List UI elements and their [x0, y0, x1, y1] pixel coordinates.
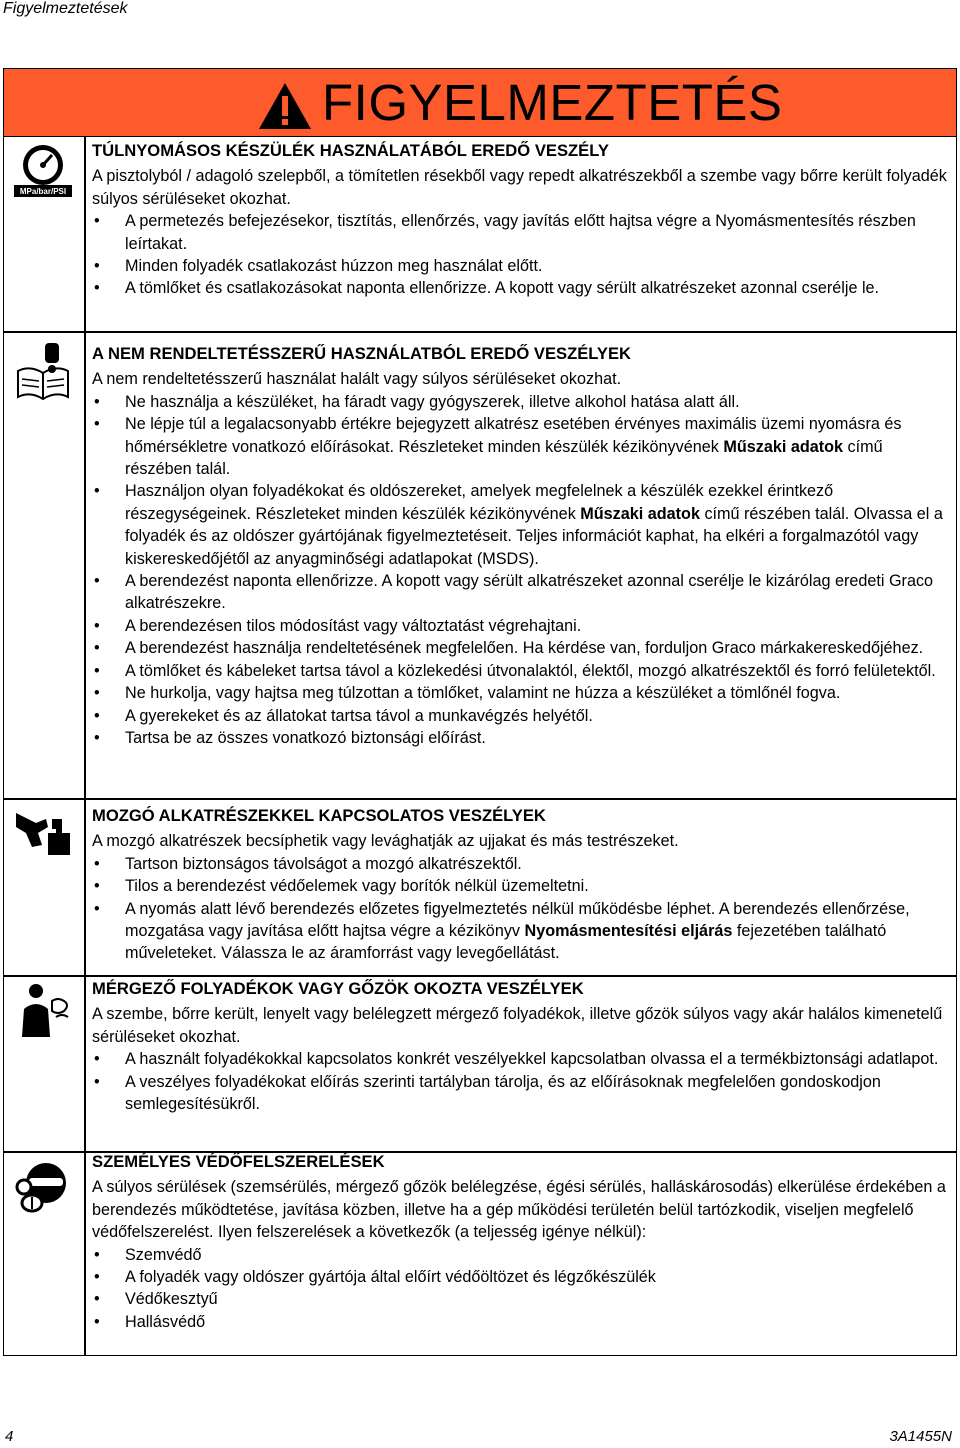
section-intro: A nem rendeltetésszerű használat halált vagy súlyos sérüléseket okozhat.: [92, 370, 622, 389]
bullet-list: [92, 210, 948, 300]
pressure-gauge-icon: [12, 141, 74, 203]
list-item: • A tömlőket és kábeleket tartsa távol a közlekedési útvonalaktól, élektől, mozgó alkatrészektől és forró felületektől.: [92, 660, 948, 682]
list-item: • Minden folyadék csatlakozást húzzon meg használat előtt.: [92, 255, 948, 277]
section-divider: [4, 975, 956, 977]
section-title: A NEM RENDELTETÉSSZERŰ HASZNÁLATBÓL EREDŐ VESZÉLYEK: [92, 344, 632, 363]
list-item: • A berendezést használja rendeltetésének megfelelően. Ha kérdése van, forduljon Graco márkakereskedőjéhez.: [92, 637, 948, 659]
section-title: TÚLNYOMÁSOS KÉSZÜLÉK HASZNÁLATÁBÓL EREDŐ VESZÉLY: [92, 141, 609, 160]
list-item: • Ne lépje túl a legalacsonyabb értékre bejegyzett alkatrész esetében érvényes maximális üzemi nyomásra és hőmérsékletre vonatkozó előírásokat. Részleteket minden készülék kézikönyvének Műszaki adatok című részében talál.: [92, 413, 948, 480]
icon-column-divider: [84, 137, 86, 1355]
section-title: SZEMÉLYES VÉDŐFELSZERELÉSEK: [92, 1152, 385, 1171]
list-item: • A nyomás alatt lévő berendezés előzetes figyelmeztetés nélkül működésbe léphet. A berendezés ellenőrzése, mozgatása vagy javítása előtt hajtsa végre a kézikönyv Nyomásmentesítési eljárás fejezetében található műveleteket. Válassza le az áramforrást vagy levegőellátást.: [92, 898, 948, 965]
toxic-fumes-icon: [12, 979, 74, 1041]
gauge-unit-label: MPa/bar/PSI: [19, 187, 67, 196]
banner-title: FIGYELMEZTETÉS: [322, 74, 783, 131]
section-intro: A szembe, bőrre került, lenyelt vagy belélegzett mérgező folyadékok, illetve gőzök súlyos vagy akár halálos kimenetelű sérüléseket okozhat.: [92, 1005, 943, 1046]
list-item: • Tartson biztonságos távolságot a mozgó alkatrészektől.: [92, 853, 948, 875]
bullet-list: [92, 1244, 948, 1334]
section-divider: [4, 798, 956, 800]
hazard-section-misuse: [92, 343, 948, 749]
page-section-title: Figyelmeztetések: [3, 0, 128, 17]
list-item: • A folyadék vagy oldószer gyártója által előírt védőöltözet és légzőkészülék: [92, 1266, 948, 1288]
section-intro: A mozgó alkatrészek becsíphetik vagy levághatják az ujjakat és más testrészeket.: [92, 832, 679, 851]
hazard-section-toxic: [92, 978, 948, 1115]
list-item: • Védőkesztyű: [92, 1288, 948, 1310]
list-item: • A gyerekeket és az állatokat tartsa távol a munkavégzés helyétől.: [92, 705, 948, 727]
section-intro: A pisztolyból / adagoló szelepből, a tömítetlen résekből vagy repedt alkatrészekből a szembe vagy bőrre került folyadék súlyos sérüléseket okozhat.: [92, 167, 947, 208]
section-title: MOZGÓ ALKATRÉSZEKKEL KAPCSOLATOS VESZÉLYEK: [92, 806, 546, 825]
bullet-list: [92, 853, 948, 965]
bullet-list: [92, 1048, 948, 1115]
list-item: • Ne használja a készüléket, ha fáradt vagy gyógyszerek, illetve alkohol hatása alatt áll.: [92, 391, 948, 413]
page-number: 4: [5, 1428, 14, 1445]
document-code: 3A1455N: [889, 1428, 952, 1445]
moving-parts-icon: [12, 803, 74, 865]
section-divider: [4, 331, 956, 333]
section-intro: A súlyos sérülések (szemsérülés, mérgező gőzök belélegzése, égési sérülés, halláskárosodás) elkerülése érdekében a berendezés működtetése, javítása közben, illetve ha a gép működési területén belül tartózkodik, viseljen megfelelő védőfelszerelést. Ilyen felszerelések a következők (a teljesség igénye nélkül):: [92, 1178, 946, 1242]
bullet-list: [92, 391, 948, 750]
list-item: • A veszélyes folyadékokat előírás szerinti tartályban tárolja, és az előírásoknak megfelelően gondoskodjon semlegesítésükről.: [92, 1071, 948, 1116]
manual-warning-icon: [12, 341, 74, 403]
section-title: MÉRGEZŐ FOLYADÉKOK VAGY GŐZÖK OKOZTA VESZÉLYEK: [92, 979, 584, 998]
list-item: • Szemvédő: [92, 1244, 948, 1266]
list-item: • A használt folyadékokkal kapcsolatos konkrét veszélyekkel kapcsolatban olvassa el a termékbiztonsági adatlapot.: [92, 1048, 948, 1070]
hazard-section-protective-gear: [92, 1151, 948, 1333]
warning-triangle-icon: [257, 81, 313, 131]
protective-gear-icon: [12, 1157, 74, 1219]
list-item: • A berendezésen tilos módosítást vagy változtatást végrehajtani.: [92, 615, 948, 637]
list-item: • Használjon olyan folyadékokat és oldószereket, amelyek megfelelnek a készülék ezekkel érintkező részegységeinek. Részleteket minden készülék kézikönyvének Műszaki adatok című részében talál. Olvassa el a folyadék és az oldószer gyártójának figyelmeztetéseit. Teljes információt kaphat, ha elkéri a forgalmazótól vagy kiskereskedőjétől az anyagminőségi adatlapokat (MSDS).: [92, 480, 948, 570]
list-item: • Tartsa be az összes vonatkozó biztonsági előírást.: [92, 727, 948, 749]
hazard-section-moving-parts: [92, 805, 948, 965]
list-item: • Ne hurkolja, vagy hajtsa meg túlzottan a tömlőket, valamint ne húzza a készüléket a tömlőnél fogva.: [92, 682, 948, 704]
list-item: • A berendezést naponta ellenőrizze. A kopott vagy sérült alkatrészeket azonnal cserélje le kizárólag eredeti Graco alkatrészekre.: [92, 570, 948, 615]
list-item: • Tilos a berendezést védőelemek vagy borítók nélkül üzemeltetni.: [92, 875, 948, 897]
warning-banner: [4, 69, 956, 137]
list-item: • A tömlőket és csatlakozásokat naponta ellenőrizze. A kopott vagy sérült alkatrészeket azonnal cserélje le.: [92, 277, 948, 299]
hazard-section-pressure: [92, 140, 948, 300]
list-item: • Hallásvédő: [92, 1311, 948, 1333]
list-item: • A permetezés befejezésekor, tisztítás, ellenőrzés, vagy javítás előtt hajtsa végre a Nyomásmentesítés részben leírtakat.: [92, 210, 948, 255]
